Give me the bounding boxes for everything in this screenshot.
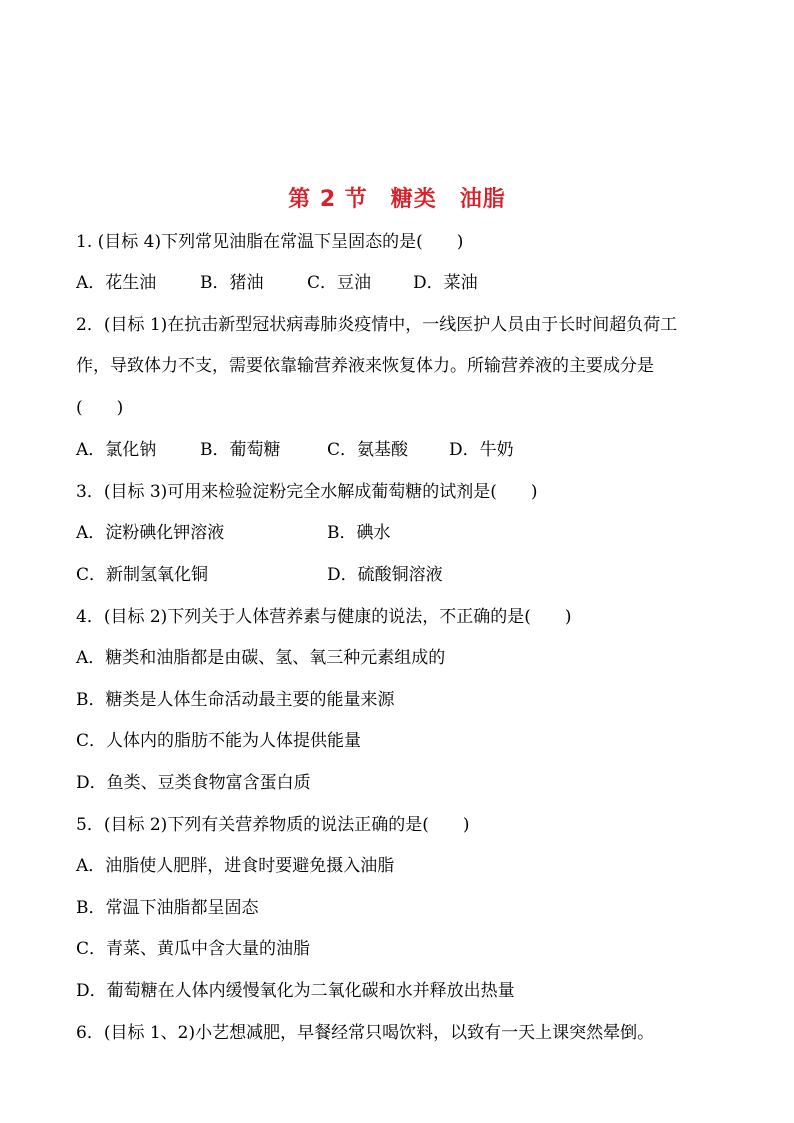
question-2-option-b: B．葡萄糖 [200, 440, 281, 460]
question-2-option-a: A．氯化钠 [76, 440, 157, 460]
question-6-stem: 6．(目标 1、2)小艺想减肥，早餐经常只喝饮料，以致有一天上课突然晕倒。 [76, 1023, 655, 1043]
question-1-option-d: D．菜油 [413, 273, 478, 293]
question-5-option-c: C．青菜、黄瓜中含大量的油脂 [76, 939, 311, 959]
question-3-option-b: B．碘水 [327, 523, 391, 543]
question-3-option-d: D．硫酸铜溶液 [327, 565, 443, 585]
question-1-stem: 1. (目标 4)下列常见油脂在常温下呈固态的是( ) [76, 232, 464, 252]
question-5-option-b: B．常温下油脂都呈固态 [76, 898, 259, 918]
question-4-option-a: A．糖类和油脂都是由碳、氢、氧三种元素组成的 [76, 648, 446, 668]
question-5-option-d: D．葡萄糖在人体内缓慢氧化为二氧化碳和水并释放出热量 [76, 981, 515, 1001]
question-2-stem-line-2: 作，导致体力不支，需要依靠输营养液来恢复体力。所输营养液的主要成分是 [76, 356, 654, 376]
question-3-stem: 3．(目标 3)可用来检验淀粉完全水解成葡萄糖的试剂是( ) [76, 482, 538, 502]
question-2-stem-line-1: 2．(目标 1)在抗击新型冠状病毒肺炎疫情中，一线医护人员由于长时间超负荷工 [76, 315, 678, 335]
question-5-stem: 5．(目标 2)下列有关营养物质的说法正确的是( ) [76, 815, 470, 835]
question-5-option-a: A．油脂使人肥胖，进食时要避免摄入油脂 [76, 856, 395, 876]
question-1-option-b: B．猪油 [200, 273, 264, 293]
page-title: 第 2 节 糖类 油脂 [288, 187, 506, 212]
question-2-stem-line-3: ( ) [76, 398, 124, 418]
question-3-option-c: C．新制氢氧化铜 [76, 565, 209, 585]
question-4-option-c: C．人体内的脂肪不能为人体提供能量 [76, 731, 362, 751]
question-4-option-b: B．糖类是人体生命活动最主要的能量来源 [76, 690, 395, 710]
question-1-option-a: A．花生油 [76, 273, 157, 293]
question-1-option-c: C．豆油 [307, 273, 372, 293]
question-4-option-d: D．鱼类、豆类食物富含蛋白质 [76, 773, 311, 793]
question-3-option-a: A．淀粉碘化钾溶液 [76, 523, 225, 543]
question-2-option-d: D．牛奶 [449, 440, 514, 460]
question-4-stem: 4．(目标 2)下列关于人体营养素与健康的说法，不正确的是( ) [76, 607, 572, 627]
question-2-option-c: C．氨基酸 [327, 440, 409, 460]
